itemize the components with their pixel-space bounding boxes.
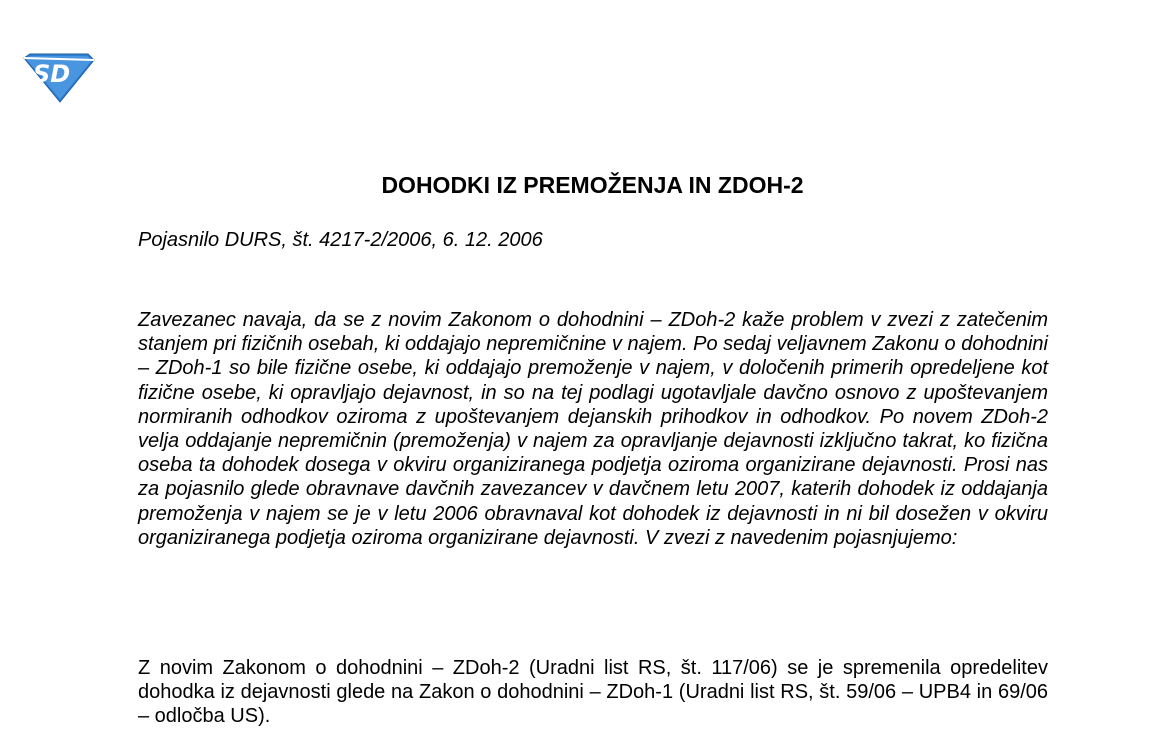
- document-title: DOHODKI IZ PREMOŽENJA IN ZDOH-2: [381, 172, 804, 198]
- answer-paragraph: Z novim Zakonom o dohodnini – ZDoh-2 (Uradni list RS, št. 117/06) se je spremenila opredelitev dohodka iz dejavnosti glede na Zakon o dohodnini – ZDoh-1 (Uradni list RS, št. 59/06 – UPB4 in 69/06 – odločba US).: [138, 657, 1048, 728]
- logo-text: SD: [33, 60, 71, 88]
- document-subtitle: Pojasnilo DURS, št. 4217-2/2006, 6. 12. 2006: [138, 229, 543, 251]
- shield-diamond-logo-icon: [20, 48, 98, 104]
- logo: [20, 48, 98, 104]
- question-paragraph: Zavezanec navaja, da se z novim Zakonom o dohodnini – ZDoh-2 kaže problem v zvezi z zatečenim stanjem pri fizičnih osebah, ki oddajajo nepremičnine v najem. Po sedaj veljavnem Zakonu o dohodnini – ZDoh-1 so bile fizične osebe, ki oddajajo premoženje v najem, v določenih primerih opredeljene kot fizične osebe, ki opravljajo dejavnost, in so na tej podlagi ugotavljale davčno osnovo z upoštevanjem normiranih odhodkov oziroma z upoštevanjem dejanskih prihodkov in odhodkov. Po novem ZDoh-2 velja oddajanje nepremičnin (premoženja) v najem za opravljanje dejavnosti izključno takrat, ko fizična oseba ta dohodek dosega v okviru organiziranega podjetja oziroma organizirane dejavnosti. Prosi nas za pojasnilo glede obravnave davčnih zavezancev v davčnem letu 2007, katerih dohodek iz oddajanja premoženja v najem se je v letu 2006 obravnaval kot dohodek iz dejavnosti in ni bil dosežen v okviru organiziranega podjetja oziroma organizirane dejavnosti. V zvezi z navedenim pojasnjujemo:: [138, 309, 1048, 549]
